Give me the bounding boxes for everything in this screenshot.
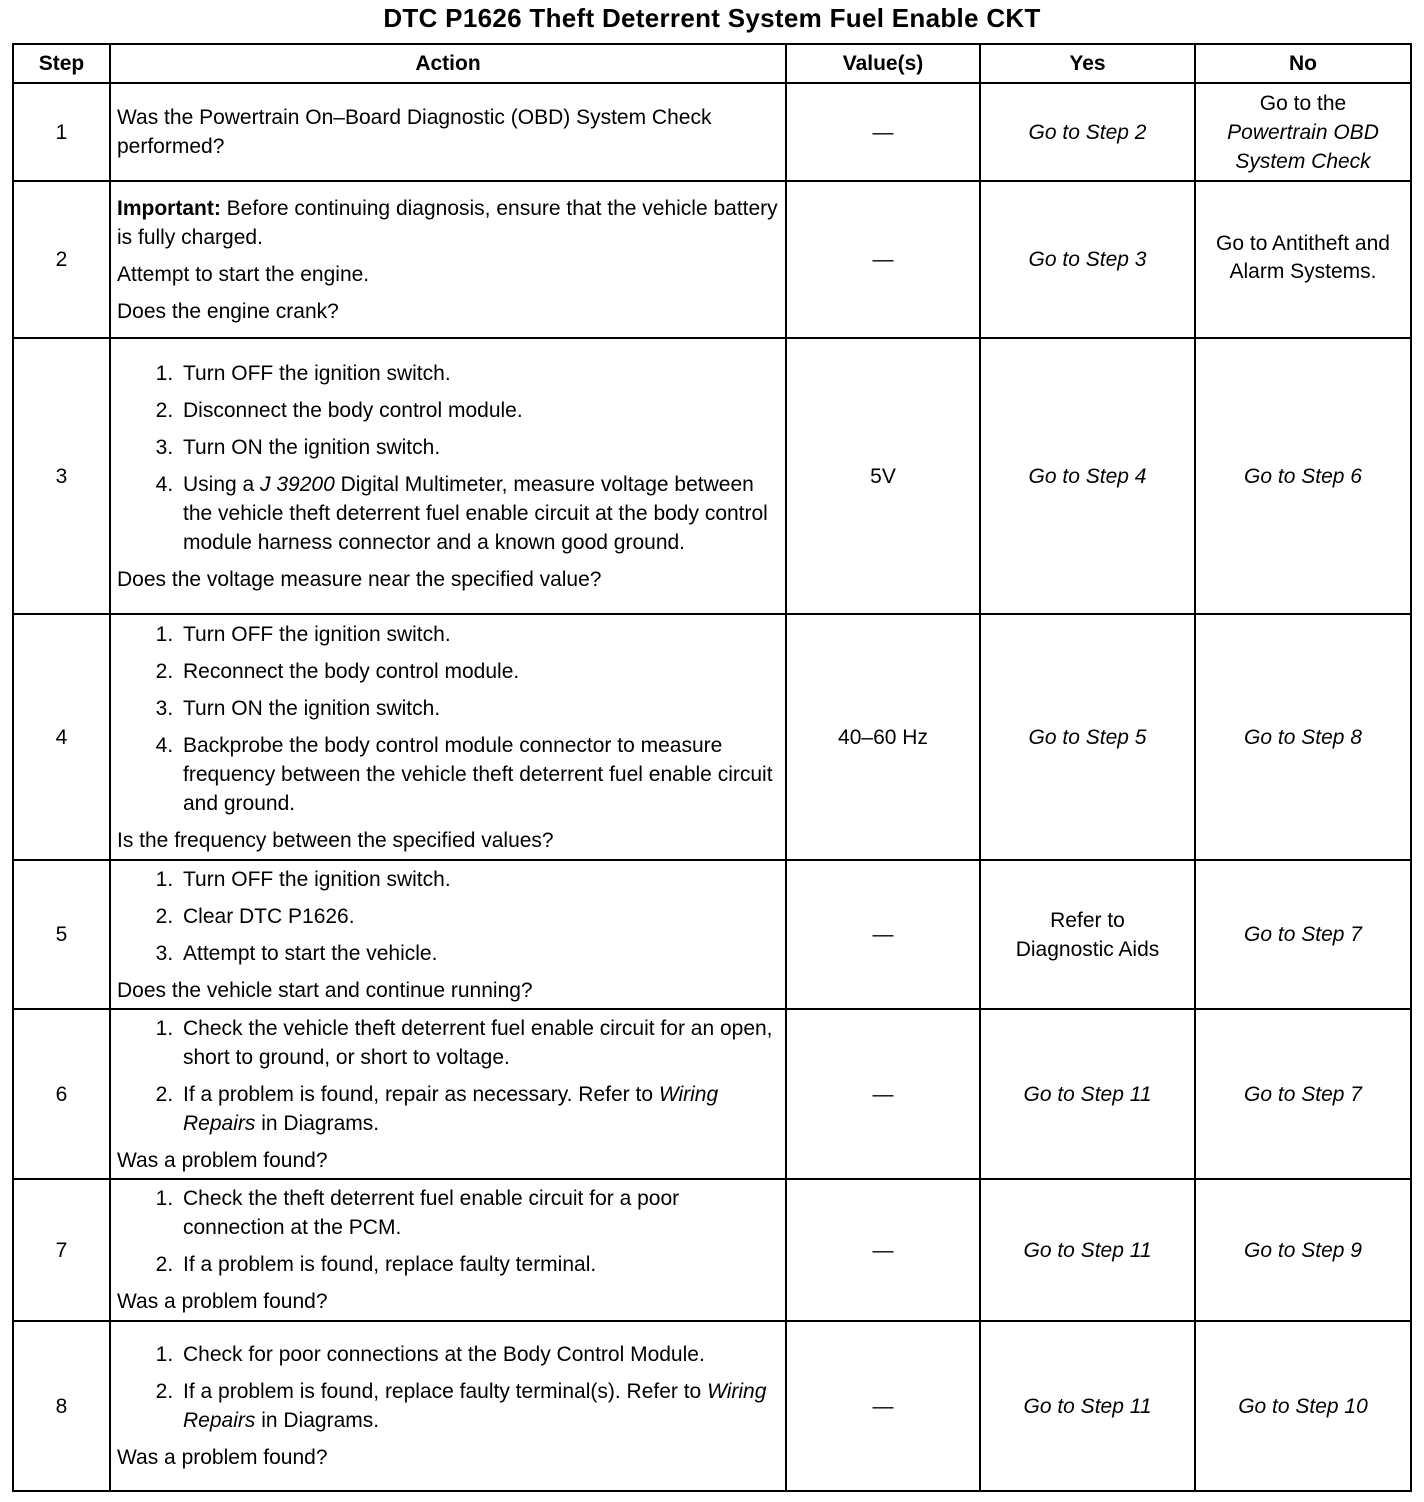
table-row [13,83,1411,181]
action-cell [110,181,786,338]
value-cell: — [786,1009,980,1179]
list-item: 2. Disconnect the body control module. [179,396,779,425]
table-row [13,338,1411,614]
diagnostic-table [12,43,1412,1492]
action-steps [117,1184,779,1279]
list-item [179,1377,779,1435]
important-text: Before continuing diagnosis, ensure that the vehicle battery is fully charged. [117,196,778,249]
header-values: Value(s) [786,44,980,83]
yes-cell: Go to Step 11 [980,1009,1195,1179]
no-cell [1195,83,1411,181]
yes-cell: Refer to Diagnostic Aids [980,860,1195,1009]
item-text: Using a [183,472,261,496]
list-item: 2. If a problem is found, replace faulty terminal. [179,1250,779,1279]
action-steps [117,620,779,818]
step-number: 7 [13,1179,110,1321]
reference-link: Wiring Repairs [183,1380,767,1432]
important-note [117,194,779,252]
step-number: 6 [13,1009,110,1179]
action-question: Does the engine crank? [117,299,339,323]
action-question: Is the frequency between the specified values? [117,828,554,852]
no-reference: Powertrain OBD System Check [1227,120,1379,173]
action-question: Does the voltage measure near the specified value? [117,567,602,591]
yes-cell: Go to Step 5 [980,614,1195,860]
action-instruction: Attempt to start the engine. [117,262,370,286]
list-item: 3. Attempt to start the vehicle. [179,939,779,968]
no-text: Go to the [1259,91,1347,115]
list-item: 1. Turn OFF the ignition switch. [179,865,779,894]
action-steps [117,359,779,557]
list-item: 1. Turn OFF the ignition switch. [179,620,779,649]
no-cell: Go to Antitheft and Alarm Systems. [1195,181,1411,338]
action-question: Was a problem found? [117,1290,328,1313]
step-number: 8 [13,1321,110,1491]
table-row [13,1179,1411,1321]
list-item: 3. Turn ON the ignition switch. [179,433,779,462]
page-title: DTC P1626 Theft Deterrent System Fuel Enable CKT [383,3,1041,33]
step-number: 3 [13,338,110,614]
step-number: 4 [13,614,110,860]
step-number: 5 [13,860,110,1009]
action-steps [117,1340,779,1435]
action-question: Was a problem found? [117,1148,328,1172]
action-cell [110,83,786,181]
important-label: Important: [117,196,221,220]
no-cell: Go to Step 7 [1195,1009,1411,1179]
table-row [13,860,1411,1009]
action-cell [110,1321,786,1491]
header-yes: Yes [980,44,1195,83]
step-number: 1 [13,83,110,181]
step-number: 2 [13,181,110,338]
table-row [13,1009,1411,1179]
action-cell [110,860,786,1009]
value-cell: — [786,1179,980,1321]
table-row [13,1321,1411,1491]
reference-link: Wiring Repairs [183,1082,719,1135]
yes-cell: Go to Step 2 [980,83,1195,181]
value-cell: — [786,83,980,181]
item-text: in Diagrams. [255,1409,380,1432]
header-step: Step [13,44,110,83]
no-cell: Go to Step 9 [1195,1179,1411,1321]
yes-cell: Go to Step 11 [980,1321,1195,1491]
header-action: Action [110,44,786,83]
table-row [13,614,1411,860]
list-item: 1. Check the vehicle theft deterrent fuel enable circuit for an open, short to ground, or short to voltage. [179,1014,779,1072]
table-row [13,181,1411,338]
list-item: 2. Reconnect the body control module. [179,657,779,686]
item-text: If a problem is found, repair as necessary. Refer to [183,1082,659,1106]
list-item: 3. Turn ON the ignition switch. [179,694,779,723]
tool-name: J 39200 [260,472,335,496]
value-cell: — [786,1321,980,1491]
header-row [13,44,1411,83]
list-item: 1. Turn OFF the ignition switch. [179,359,779,388]
action-question: Does the vehicle start and continue running? [117,978,533,1002]
header-no: No [1195,44,1411,83]
value-cell: 5V [786,338,980,614]
yes-cell: Go to Step 11 [980,1179,1195,1321]
action-cell [110,338,786,614]
action-steps [117,865,779,968]
list-item: 2. Clear DTC P1626. [179,902,779,931]
action-question: Was a problem found? [117,1446,328,1469]
item-text: Digital Multimeter, measure voltage between the vehicle theft deterrent fuel enable circuit at the body control module harness connector and a known good ground. [183,472,768,554]
value-cell: — [786,860,980,1009]
action-question: Was the Powertrain On–Board Diagnostic (OBD) System Check performed? [117,106,712,158]
item-text: in Diagrams. [255,1111,380,1135]
no-cell: Go to Step 10 [1195,1321,1411,1491]
no-cell: Go to Step 8 [1195,614,1411,860]
list-item [179,470,779,557]
action-cell [110,1009,786,1179]
no-cell: Go to Step 7 [1195,860,1411,1009]
action-steps [117,1014,779,1138]
item-text: If a problem is found, replace faulty terminal(s). Refer to [183,1380,708,1403]
list-item: 1. Check for poor connections at the Body Control Module. [179,1340,779,1369]
value-cell: — [786,181,980,338]
list-item: 1. Check the theft deterrent fuel enable circuit for a poor connection at the PCM. [179,1184,779,1242]
action-cell [110,614,786,860]
action-cell [110,1179,786,1321]
yes-cell: Go to Step 4 [980,338,1195,614]
list-item: 4. Backprobe the body control module connector to measure frequency between the vehicle theft deterrent fuel enable circuit and ground. [179,731,779,818]
yes-cell: Go to Step 3 [980,181,1195,338]
list-item [179,1080,779,1138]
no-cell: Go to Step 6 [1195,338,1411,614]
value-cell: 40–60 Hz [786,614,980,860]
